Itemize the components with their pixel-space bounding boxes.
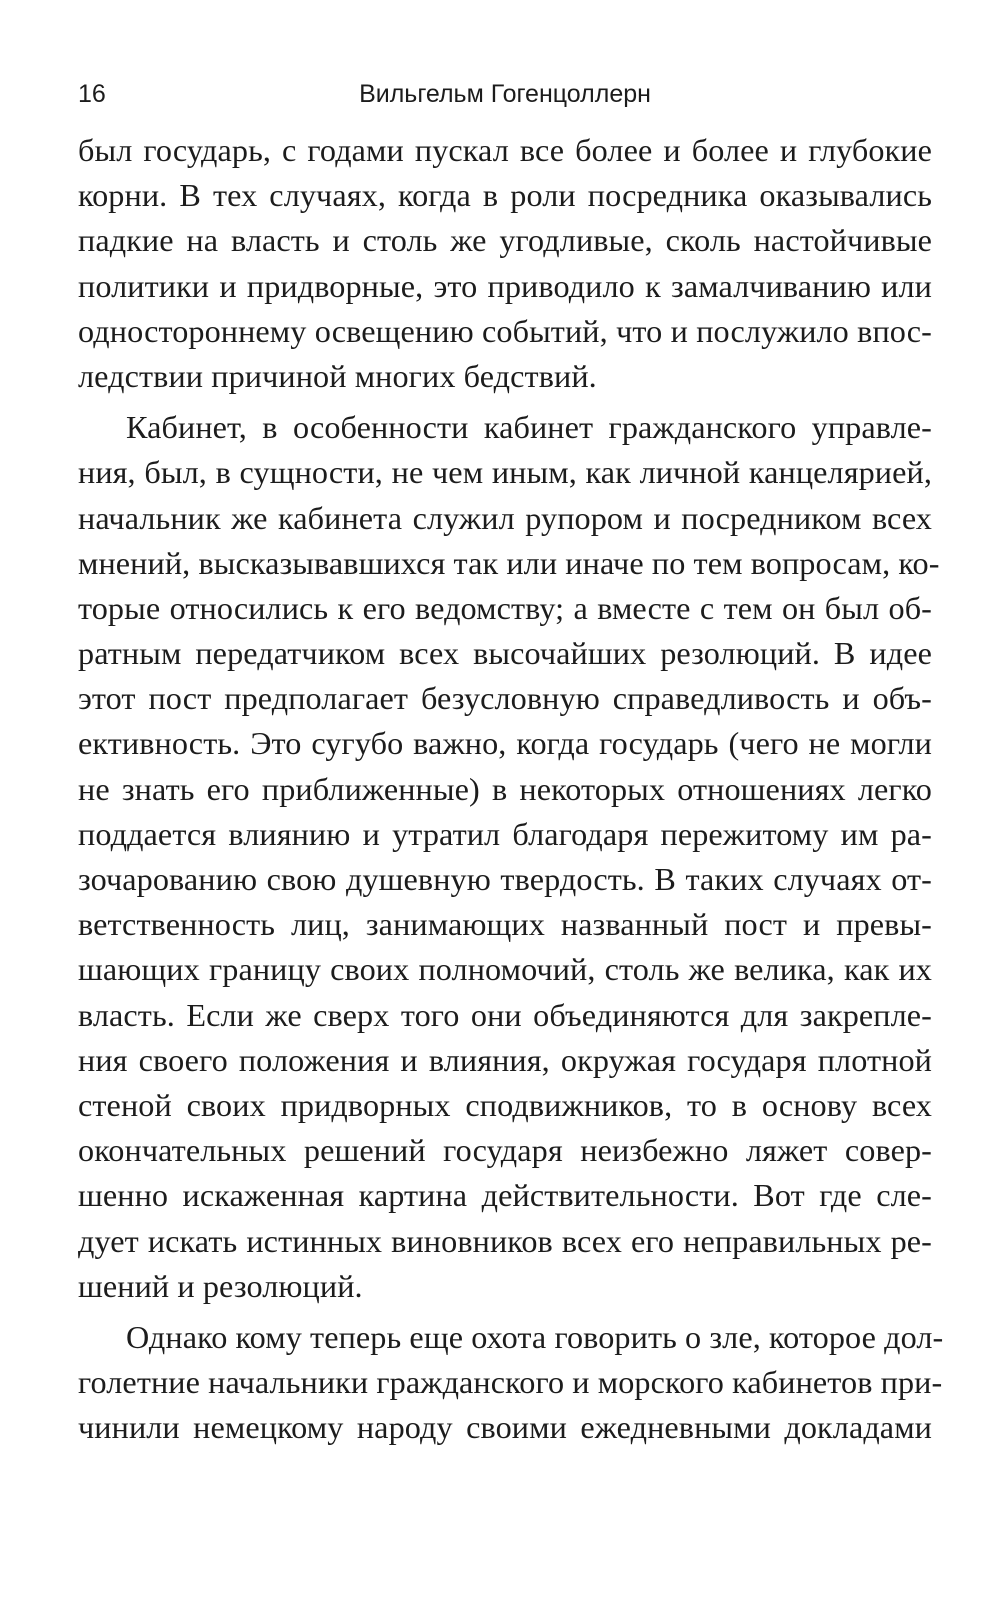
text-line: одностороннему освещению событий, что и послужило впос-	[78, 312, 932, 349]
book-title: Вильгельм Гогенцоллерн	[359, 80, 651, 108]
text-line: ния своего положения и влияния, окружая государя плотной	[78, 1041, 932, 1078]
text-line: чинили немецкому народу своими ежедневными докладами	[78, 1409, 932, 1446]
page-number: 16	[78, 80, 106, 108]
text-line: не знать его приближенные) в некоторых отношениях легко	[78, 770, 932, 807]
text-line: ратным передатчиком всех высочайших резолюций. В идее	[78, 635, 932, 672]
text-line: начальник же кабинета служил рупором и посредником всех	[78, 499, 932, 536]
text-line: дует искать истинных виновников всех его неправильных ре-	[78, 1222, 932, 1259]
text-line: ективность. Это сугубо важно, когда государь (чего не могли	[78, 725, 932, 762]
text-line: стеной своих придворных сподвижников, то в основу всех	[78, 1086, 932, 1123]
text-line: зочарованию свою душевную твердость. В таких случаях от-	[78, 861, 932, 897]
text-line: ветственность лиц, занимающих названный пост и превы-	[78, 906, 932, 943]
text-line: был государь, с годами пускал все более и более и глубокие	[78, 132, 932, 168]
text-line: политики и придворные, это приводило к замалчиванию или	[78, 267, 932, 304]
text-line: мнений, высказывавшихся так или иначе по тем вопросам, ко-	[78, 544, 940, 581]
text-line: окончательных решений государя неизбежно ляжет совер-	[78, 1132, 932, 1169]
text-line: ледствии причиной многих бедствий.	[78, 357, 597, 394]
text-line: власть. Если же сверх того они объединяются для закрепле-	[78, 996, 932, 1033]
text-line: торые относились к его ведомству; а вместе с тем он был об-	[78, 589, 932, 626]
text-line: этот пост предполагает безусловную справедливость и объ-	[78, 680, 932, 717]
paragraph-1	[78, 128, 932, 399]
text-line: шений и резолюций.	[78, 1267, 363, 1304]
text-line: Кабинет, в особенности кабинет гражданского управле-	[126, 409, 932, 446]
paragraph-3	[78, 1315, 944, 1451]
text-line: поддается влиянию и утратил благодаря пережитому им ра-	[78, 815, 932, 852]
text-line: Однако кому теперь еще охота говорить о зле, которое дол-	[126, 1318, 944, 1355]
running-head	[78, 74, 932, 114]
text-line: шающих границу своих полномочий, столь же велика, как их	[78, 951, 932, 988]
paragraph-2	[78, 405, 940, 1309]
body-text	[78, 128, 944, 1450]
text-line: ния, был, в сущности, не чем иным, как личной канцелярией,	[78, 454, 932, 491]
text-line: падкие на власть и столь же угодливые, сколь настойчивые	[78, 222, 932, 259]
text-line: корни. В тех случаях, когда в роли посредника оказывались	[78, 177, 932, 214]
text-line: голетние начальники гражданского и морского кабинетов при-	[78, 1364, 943, 1401]
text-line: шенно искаженная картина действительности. Вот где сле-	[78, 1177, 932, 1214]
